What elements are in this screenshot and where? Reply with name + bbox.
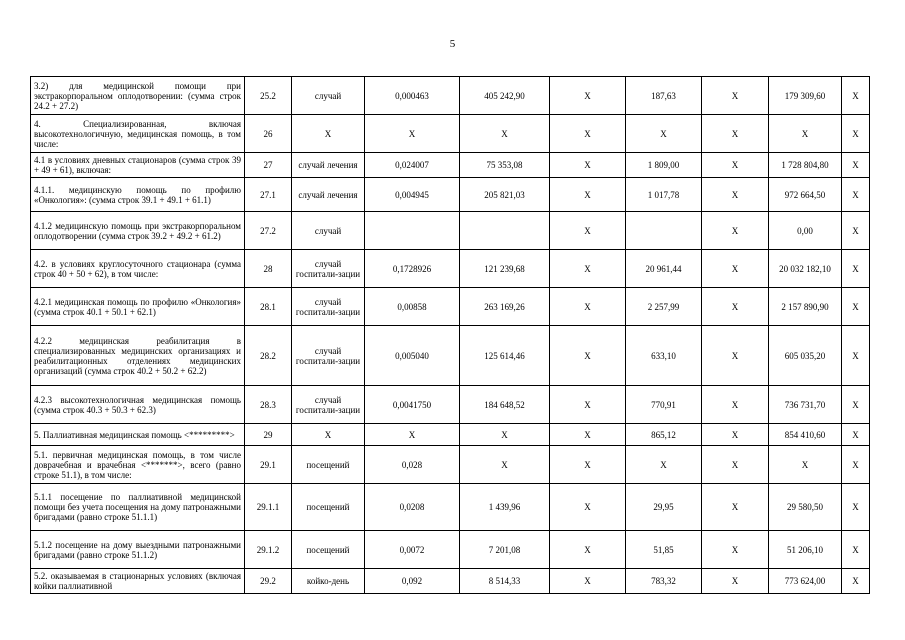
description-cell: 4.2.3 высокотехнологичная медицинская помощь (сумма строк 40.3 + 50.3 + 62.3) bbox=[31, 386, 245, 424]
standard-cost-cell: 75 353,08 bbox=[460, 153, 550, 178]
per-capita-cost-cell: 770,91 bbox=[626, 386, 702, 424]
description-cell: 4. Специализированная, включая высокотехнологичную, медицинская помощь, в том числе: bbox=[31, 115, 245, 153]
description-cell: 4.1 в условиях дневных стационаров (сумма строк 39 + 49 + 61), включая: bbox=[31, 153, 245, 178]
per-capita-cost-cell bbox=[626, 212, 702, 250]
column-10-cell: X bbox=[842, 115, 870, 153]
table-row bbox=[31, 484, 870, 531]
table-row bbox=[31, 77, 870, 115]
row-number-cell: 28 bbox=[245, 250, 292, 288]
column-8-cell: X bbox=[702, 386, 769, 424]
standard-cost-cell: 405 242,90 bbox=[460, 77, 550, 115]
standard-volume-cell: 0,0072 bbox=[365, 531, 460, 569]
column-6-cell: X bbox=[550, 446, 626, 484]
total-cost-cell: 1 728 804,80 bbox=[769, 153, 842, 178]
column-8-cell: X bbox=[702, 288, 769, 326]
column-10-cell: X bbox=[842, 326, 870, 386]
unit-cell: случай госпитали-зации bbox=[292, 386, 365, 424]
standard-volume-cell: 0,0208 bbox=[365, 484, 460, 531]
standard-cost-cell: X bbox=[460, 424, 550, 446]
total-cost-cell: 179 309,60 bbox=[769, 77, 842, 115]
per-capita-cost-cell: 29,95 bbox=[626, 484, 702, 531]
standard-volume-cell: 0,0041750 bbox=[365, 386, 460, 424]
unit-cell: посещений bbox=[292, 484, 365, 531]
total-cost-cell: 51 206,10 bbox=[769, 531, 842, 569]
column-6-cell: X bbox=[550, 386, 626, 424]
total-cost-cell: 2 157 890,90 bbox=[769, 288, 842, 326]
standard-volume-cell: 0,004945 bbox=[365, 178, 460, 212]
column-6-cell: X bbox=[550, 326, 626, 386]
column-6-cell: X bbox=[550, 531, 626, 569]
column-6-cell: X bbox=[550, 484, 626, 531]
column-6-cell: X bbox=[550, 153, 626, 178]
unit-cell: случай лечения bbox=[292, 153, 365, 178]
description-cell: 4.1.1. медицинскую помощь по профилю «Онкология»: (сумма строк 39.1 + 49.1 + 61.1) bbox=[31, 178, 245, 212]
per-capita-cost-cell: X bbox=[626, 115, 702, 153]
standard-cost-cell: X bbox=[460, 446, 550, 484]
row-number-cell: 28.3 bbox=[245, 386, 292, 424]
table-row bbox=[31, 424, 870, 446]
unit-cell: посещений bbox=[292, 446, 365, 484]
standard-volume-cell: X bbox=[365, 115, 460, 153]
per-capita-cost-cell: 51,85 bbox=[626, 531, 702, 569]
column-10-cell: X bbox=[842, 531, 870, 569]
row-number-cell: 27.1 bbox=[245, 178, 292, 212]
total-cost-cell: 29 580,50 bbox=[769, 484, 842, 531]
column-8-cell: X bbox=[702, 115, 769, 153]
description-cell: 3.2) для медицинской помощи при экстракорпоральном оплодотворении: (сумма строк 24.2 + 27.2) bbox=[31, 77, 245, 115]
standard-cost-cell: X bbox=[460, 115, 550, 153]
total-cost-cell: 854 410,60 bbox=[769, 424, 842, 446]
total-cost-cell: 20 032 182,10 bbox=[769, 250, 842, 288]
unit-cell: койко-день bbox=[292, 569, 365, 594]
column-10-cell: X bbox=[842, 250, 870, 288]
row-number-cell: 26 bbox=[245, 115, 292, 153]
unit-cell: случай bbox=[292, 77, 365, 115]
row-number-cell: 29.1 bbox=[245, 446, 292, 484]
column-8-cell: X bbox=[702, 424, 769, 446]
standard-volume-cell: 0,1728926 bbox=[365, 250, 460, 288]
standard-volume-cell: 0,092 bbox=[365, 569, 460, 594]
column-8-cell: X bbox=[702, 569, 769, 594]
table-row bbox=[31, 386, 870, 424]
per-capita-cost-cell: 865,12 bbox=[626, 424, 702, 446]
total-cost-cell: X bbox=[769, 446, 842, 484]
standard-cost-cell bbox=[460, 212, 550, 250]
table-row bbox=[31, 446, 870, 484]
standard-volume-cell: 0,005040 bbox=[365, 326, 460, 386]
standard-volume-cell: X bbox=[365, 424, 460, 446]
standard-cost-cell: 125 614,46 bbox=[460, 326, 550, 386]
column-6-cell: X bbox=[550, 569, 626, 594]
standard-cost-cell: 1 439,96 bbox=[460, 484, 550, 531]
unit-cell: случай госпитали-зации bbox=[292, 250, 365, 288]
column-10-cell: X bbox=[842, 386, 870, 424]
total-cost-cell: 773 624,00 bbox=[769, 569, 842, 594]
total-cost-cell: 736 731,70 bbox=[769, 386, 842, 424]
per-capita-cost-cell: 1 017,78 bbox=[626, 178, 702, 212]
column-10-cell: X bbox=[842, 288, 870, 326]
table-body bbox=[31, 77, 870, 594]
per-capita-cost-cell: 1 809,00 bbox=[626, 153, 702, 178]
table-row bbox=[31, 178, 870, 212]
unit-cell: случай bbox=[292, 212, 365, 250]
page-number: 5 bbox=[449, 38, 456, 50]
standard-cost-cell: 263 169,26 bbox=[460, 288, 550, 326]
description-cell: 4.2.1 медицинская помощь по профилю «Онкология» (сумма строк 40.1 + 50.1 + 62.1) bbox=[31, 288, 245, 326]
column-6-cell: X bbox=[550, 77, 626, 115]
description-cell: 5.1.2 посещение на дому выездными патронажными бригадами (равно строке 51.1.2) bbox=[31, 531, 245, 569]
column-10-cell: X bbox=[842, 484, 870, 531]
column-8-cell: X bbox=[702, 77, 769, 115]
table-row bbox=[31, 326, 870, 386]
row-number-cell: 27 bbox=[245, 153, 292, 178]
unit-cell: случай госпитали-зации bbox=[292, 288, 365, 326]
column-8-cell: X bbox=[702, 531, 769, 569]
standard-cost-cell: 7 201,08 bbox=[460, 531, 550, 569]
standard-cost-cell: 205 821,03 bbox=[460, 178, 550, 212]
description-cell: 5. Паллиативная медицинская помощь <*********> bbox=[31, 424, 245, 446]
table-row bbox=[31, 153, 870, 178]
standard-volume-cell: 0,024007 bbox=[365, 153, 460, 178]
column-8-cell: X bbox=[702, 446, 769, 484]
column-8-cell: X bbox=[702, 178, 769, 212]
standard-cost-cell: 184 648,52 bbox=[460, 386, 550, 424]
column-10-cell: X bbox=[842, 77, 870, 115]
report-table bbox=[30, 76, 870, 594]
column-8-cell: X bbox=[702, 250, 769, 288]
description-cell: 5.1. первичная медицинская помощь, в том числе доврачебная и врачебная <*******>, всего (равно строке 51.1), в том числе: bbox=[31, 446, 245, 484]
row-number-cell: 29.1.2 bbox=[245, 531, 292, 569]
column-6-cell: X bbox=[550, 212, 626, 250]
column-10-cell: X bbox=[842, 153, 870, 178]
description-cell: 5.1.1 посещение по паллиативной медицинской помощи без учета посещения на дому патронажными бригадами (равно строке 51.1.1) bbox=[31, 484, 245, 531]
table-row bbox=[31, 250, 870, 288]
table-row bbox=[31, 531, 870, 569]
column-10-cell: X bbox=[842, 446, 870, 484]
column-8-cell: X bbox=[702, 153, 769, 178]
row-number-cell: 29 bbox=[245, 424, 292, 446]
column-10-cell: X bbox=[842, 212, 870, 250]
per-capita-cost-cell: 187,63 bbox=[626, 77, 702, 115]
column-6-cell: X bbox=[550, 424, 626, 446]
column-6-cell: X bbox=[550, 250, 626, 288]
unit-cell: X bbox=[292, 424, 365, 446]
standard-volume-cell bbox=[365, 212, 460, 250]
row-number-cell: 28.2 bbox=[245, 326, 292, 386]
row-number-cell: 29.2 bbox=[245, 569, 292, 594]
description-cell: 4.2.2 медицинская реабилитация в специализированных медицинских организациях и реабилитационных отделениях медицинских организаций (сумма строк 40.2 + 50.2 + 62.2) bbox=[31, 326, 245, 386]
per-capita-cost-cell: 20 961,44 bbox=[626, 250, 702, 288]
table-row bbox=[31, 569, 870, 594]
per-capita-cost-cell: X bbox=[626, 446, 702, 484]
description-cell: 4.1.2 медицинскую помощь при экстракорпоральном оплодотворении (сумма строк 39.2 + 49.2 + 61.2) bbox=[31, 212, 245, 250]
per-capita-cost-cell: 2 257,99 bbox=[626, 288, 702, 326]
column-10-cell: X bbox=[842, 178, 870, 212]
total-cost-cell: 972 664,50 bbox=[769, 178, 842, 212]
standard-cost-cell: 121 239,68 bbox=[460, 250, 550, 288]
column-10-cell: X bbox=[842, 424, 870, 446]
column-6-cell: X bbox=[550, 115, 626, 153]
table-row bbox=[31, 288, 870, 326]
unit-cell: X bbox=[292, 115, 365, 153]
column-10-cell: X bbox=[842, 569, 870, 594]
per-capita-cost-cell: 633,10 bbox=[626, 326, 702, 386]
column-8-cell: X bbox=[702, 326, 769, 386]
column-6-cell: X bbox=[550, 288, 626, 326]
per-capita-cost-cell: 783,32 bbox=[626, 569, 702, 594]
column-8-cell: X bbox=[702, 484, 769, 531]
row-number-cell: 29.1.1 bbox=[245, 484, 292, 531]
unit-cell: посещений bbox=[292, 531, 365, 569]
unit-cell: случай лечения bbox=[292, 178, 365, 212]
table-row bbox=[31, 212, 870, 250]
total-cost-cell: X bbox=[769, 115, 842, 153]
standard-volume-cell: 0,028 bbox=[365, 446, 460, 484]
column-8-cell: X bbox=[702, 212, 769, 250]
standard-volume-cell: 0,000463 bbox=[365, 77, 460, 115]
row-number-cell: 25.2 bbox=[245, 77, 292, 115]
row-number-cell: 27.2 bbox=[245, 212, 292, 250]
total-cost-cell: 0,00 bbox=[769, 212, 842, 250]
standard-cost-cell: 8 514,33 bbox=[460, 569, 550, 594]
description-cell: 4.2. в условиях круглосуточного стационара (сумма строк 40 + 50 + 62), в том числе: bbox=[31, 250, 245, 288]
row-number-cell: 28.1 bbox=[245, 288, 292, 326]
standard-volume-cell: 0,00858 bbox=[365, 288, 460, 326]
unit-cell: случай госпитали-зации bbox=[292, 326, 365, 386]
total-cost-cell: 605 035,20 bbox=[769, 326, 842, 386]
column-6-cell: X bbox=[550, 178, 626, 212]
description-cell: 5.2. оказываемая в стационарных условиях (включая койки паллиативной bbox=[31, 569, 245, 594]
table-row bbox=[31, 115, 870, 153]
